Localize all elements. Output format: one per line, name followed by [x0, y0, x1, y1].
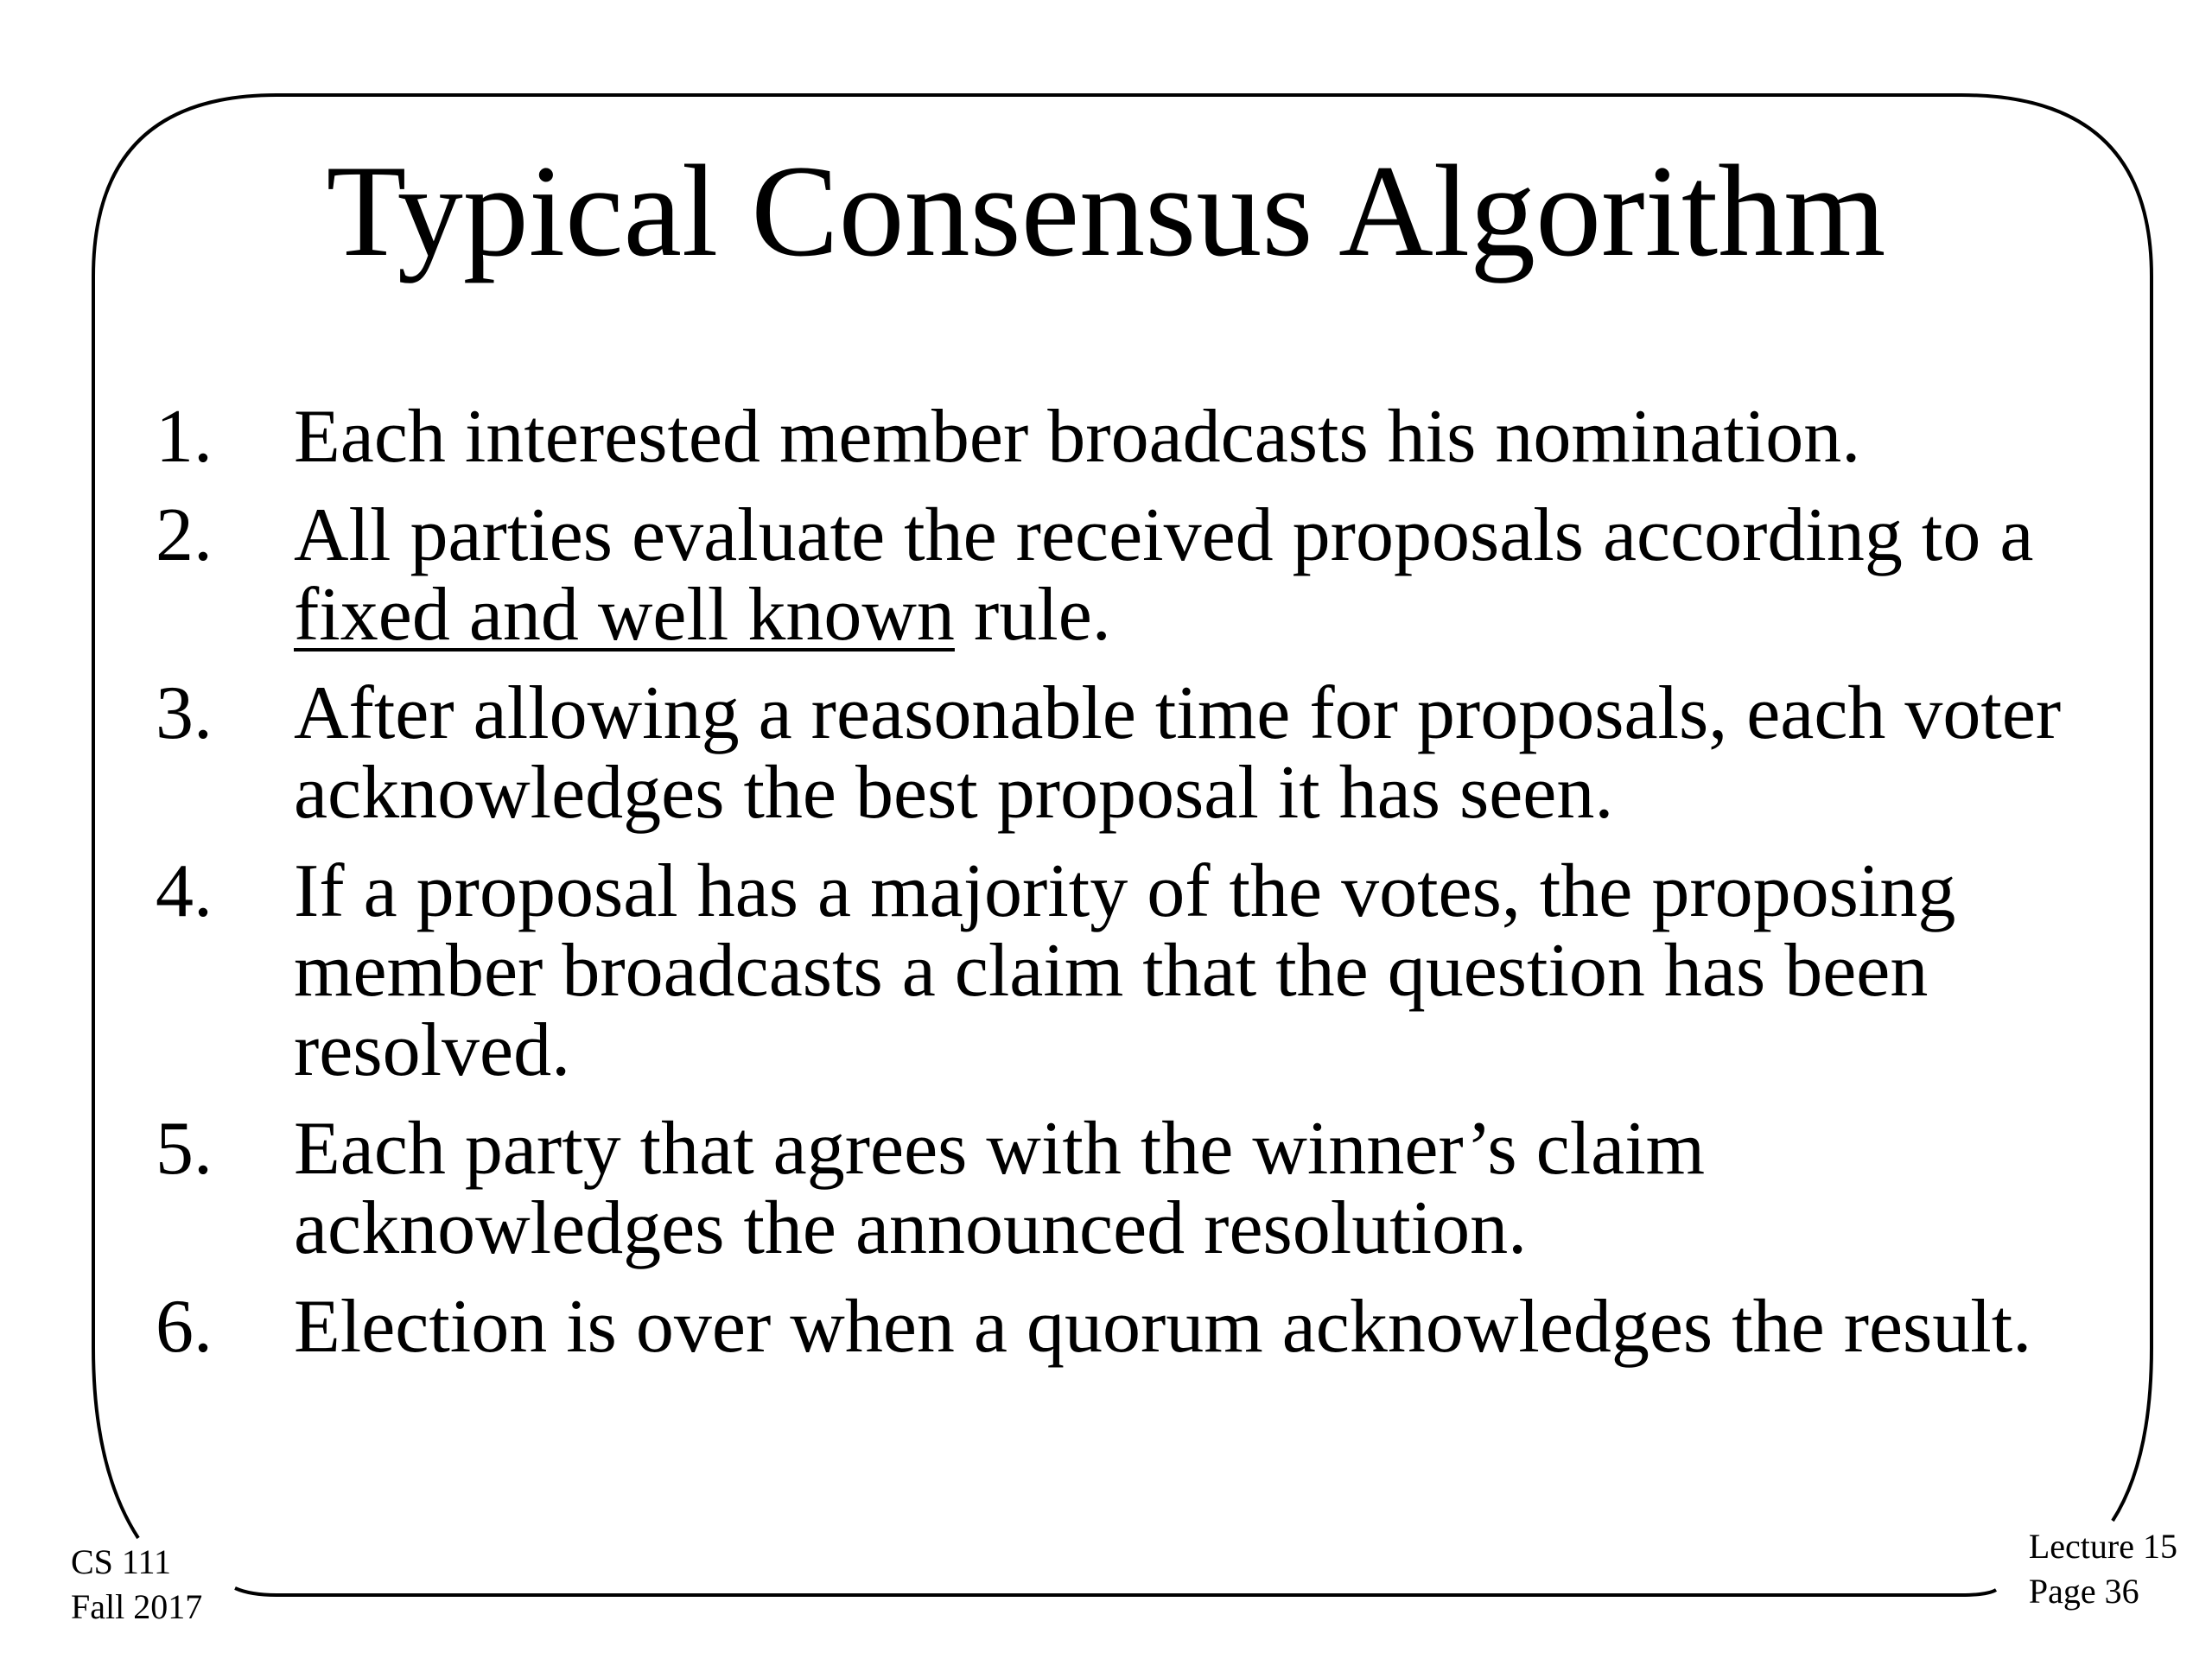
page-number: Page 36 [2028, 1572, 2139, 1611]
list-item [156, 1109, 2143, 1268]
list-item [156, 671, 2143, 835]
lecture-label: Lecture 15 [2028, 1527, 2177, 1566]
step-number: 6. [156, 1285, 213, 1369]
slide-title: Typical Consensus Algorithm [326, 138, 1886, 283]
steps-list [156, 397, 2143, 1386]
underlined-phrase: fixed and well known [294, 573, 955, 657]
step-text: If a proposal has a majority of the votes, the proposing member broadcasts a claim that the question has been resolved. [294, 849, 1956, 1092]
term-label: Fall 2017 [71, 1587, 203, 1626]
step-number: 2. [156, 493, 213, 577]
step-number: 3. [156, 671, 213, 755]
list-item [156, 493, 2143, 657]
footer-lecture-info [2029, 1524, 2177, 1614]
list-item [156, 849, 2143, 1092]
step-number: 1. [156, 395, 213, 479]
step-text: After allowing a reasonable time for proposals, each voter acknowledges the best proposal it has seen. [294, 671, 2062, 835]
step-text: Each interested member broadcasts his nomination. [294, 395, 1861, 479]
step-text: Each party that agrees with the winner’s claim acknowledges the announced resolution. [294, 1107, 1706, 1270]
step-number: 5. [156, 1107, 213, 1191]
step-text: Election is over when a quorum acknowledges the result. [294, 1285, 2032, 1369]
list-item [156, 1287, 2143, 1367]
footer-course-info [71, 1540, 202, 1630]
list-item [156, 397, 2143, 477]
step-text: All parties evaluate the received proposals according to a [294, 493, 2034, 577]
step-text-tail: rule. [954, 573, 1111, 657]
course-label: CS 111 [71, 1542, 171, 1581]
step-number: 4. [156, 849, 213, 933]
slide-border-bottom-line [235, 1588, 1996, 1595]
